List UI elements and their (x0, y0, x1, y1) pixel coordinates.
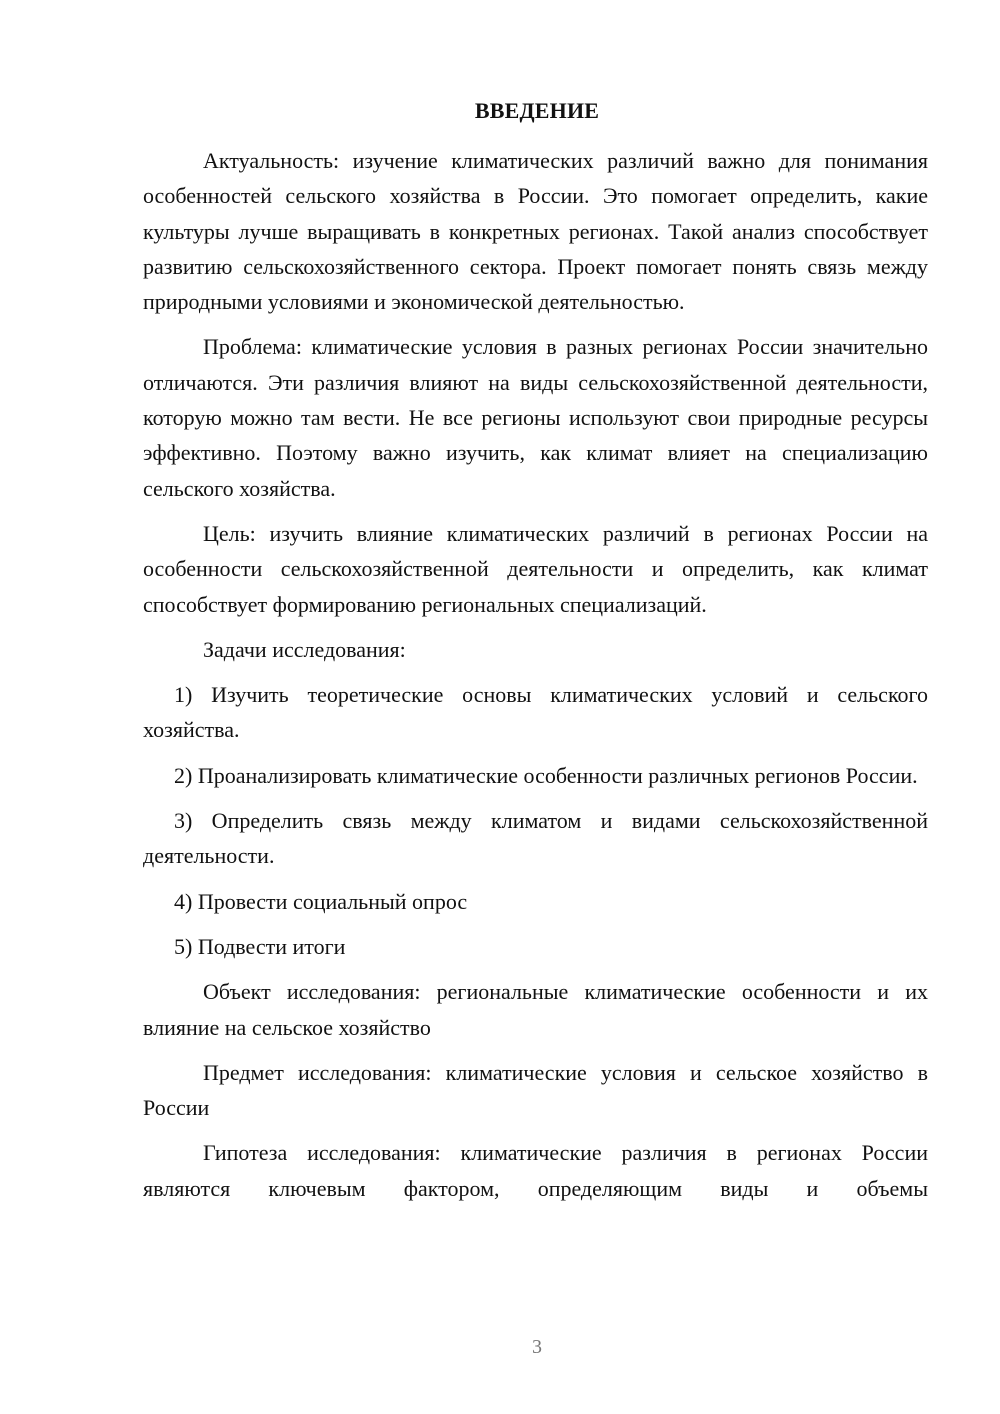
task-item-2: 2) Проанализировать климатические особенности различных регионов России. (174, 762, 918, 788)
document-body (143, 143, 928, 1216)
task-item-4: 4) Провести социальный опрос (174, 888, 468, 914)
section-heading: ВВЕДЕНИЕ (474, 98, 600, 123)
paragraph-tasks-heading: Задачи исследования: (203, 636, 406, 662)
paragraph-subject: Предмет исследования: климатические условия и сельское хозяйство в России (143, 1059, 928, 1121)
paragraph-goal: Цель: изучить влияние климатических различий в регионах России на особенности сельскохозяйственной деятельности и определить, как климат способствует формированию региональных специализаций. (143, 520, 928, 617)
paragraph-relevance: Актуальность: изучение климатических различий важно для понимания особенностей сельского хозяйства в России. Это помогает определить, какие культуры лучше выращивать в конкретных регионах. Такой анализ способствует развитию сельскохозяйственного сектора. Проект помогает понять связь между природными условиями и экономической деятельностью. (143, 148, 928, 315)
task-item-5: 5) Подвести итоги (174, 933, 346, 959)
paragraph-problem: Проблема: климатические условия в разных регионах России значительно отличаются. Эти различия влияют на виды сельскохозяйственной деятельности, которую можно там вести. Не все регионы используют свои природные ресурсы эффективно. Поэтому важно изучить, как климат влияет на специализацию сельского хозяйства. (143, 334, 928, 501)
paragraph-hypothesis: Гипотеза исследования: климатические различия в регионах России являются ключевым фактором, определяющим виды и объемы (143, 1140, 928, 1201)
task-item-3: 3) Определить связь между климатом и видами сельскохозяйственной деятельности. (143, 808, 928, 869)
task-item-1: 1) Изучить теоретические основы климатических условий и сельского хозяйства. (143, 682, 928, 743)
paragraph-object: Объект исследования: региональные климатические особенности и их влияние на сельское хозяйство (143, 979, 928, 1040)
page-number: 3 (532, 1336, 542, 1358)
